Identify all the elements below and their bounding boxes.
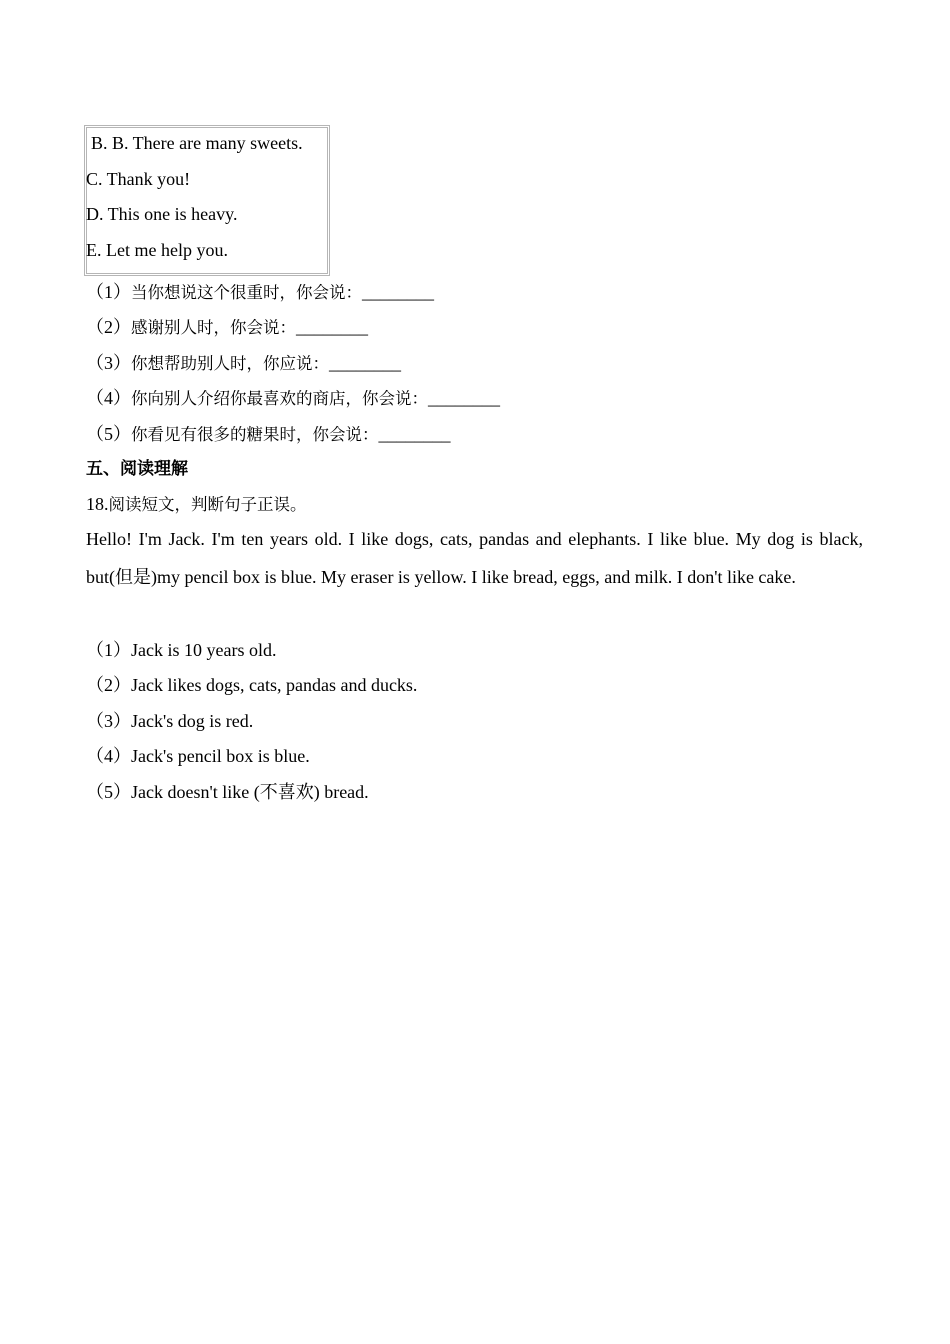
question-18 (86, 492, 307, 517)
question-number: 18. (86, 494, 109, 514)
statement-number: （4） (86, 746, 131, 766)
option-c: C. Thank you! (86, 169, 191, 189)
question-instruction: 阅读短文，判断句子正误。 (108, 495, 307, 514)
situation-number: （3） (86, 353, 131, 373)
answer-blank[interactable]: ________ (378, 424, 451, 444)
answer-blank[interactable]: ________ (329, 353, 401, 373)
answer-blank[interactable]: ________ (296, 317, 368, 337)
statement-1 (86, 638, 276, 662)
statement-number: （3） (86, 711, 131, 731)
situation-text: 当你想说这个很重时，你会说： (131, 283, 362, 302)
answer-blank[interactable]: ________ (362, 282, 434, 302)
option-e: E. Let me help you. (86, 240, 228, 260)
reading-passage: Hello! I'm Jack. I'm ten years old. I like dogs, cats, pandas and elephants. I like blue. My dog is black, but(但是)my pencil box is blue. My eraser is yellow. I like bread, eggs, and milk. I don't like cake. (86, 529, 863, 587)
statement-number: （2） (86, 675, 131, 695)
section-heading: 五、阅读理解 (86, 459, 188, 479)
statement-text: Jack likes dogs, cats, pandas and ducks. (131, 675, 418, 695)
statement-5 (86, 780, 369, 804)
statement-number: （1） (86, 640, 131, 660)
situation-4 (86, 386, 500, 411)
option-b: B. B. There are many sweets. (91, 133, 303, 153)
situation-number: （5） (86, 424, 131, 444)
situation-2 (86, 315, 368, 340)
situation-text: 你向别人介绍你最喜欢的商店，你会说： (131, 389, 428, 408)
option-d: D. This one is heavy. (86, 204, 238, 224)
statement-text: Jack's dog is red. (131, 711, 254, 731)
situation-text: 感谢别人时，你会说： (131, 318, 296, 337)
situation-3 (86, 351, 401, 376)
statement-2 (86, 673, 417, 697)
statement-text: Jack doesn't like (不喜欢) bread. (131, 782, 369, 802)
situation-number: （1） (86, 282, 131, 302)
statement-3 (86, 709, 253, 733)
statement-text: Jack's pencil box is blue. (131, 746, 310, 766)
situation-text: 你看见有很多的糖果时，你会说： (131, 425, 379, 444)
situation-number: （4） (86, 388, 131, 408)
statement-text: Jack is 10 years old. (131, 640, 277, 660)
statement-number: （5） (86, 782, 131, 802)
situation-text: 你想帮助别人时，你应说： (131, 354, 329, 373)
answer-blank[interactable]: ________ (428, 388, 500, 408)
statement-4 (86, 744, 310, 768)
situation-1 (86, 280, 434, 305)
situation-5 (86, 422, 451, 447)
situation-number: （2） (86, 317, 131, 337)
